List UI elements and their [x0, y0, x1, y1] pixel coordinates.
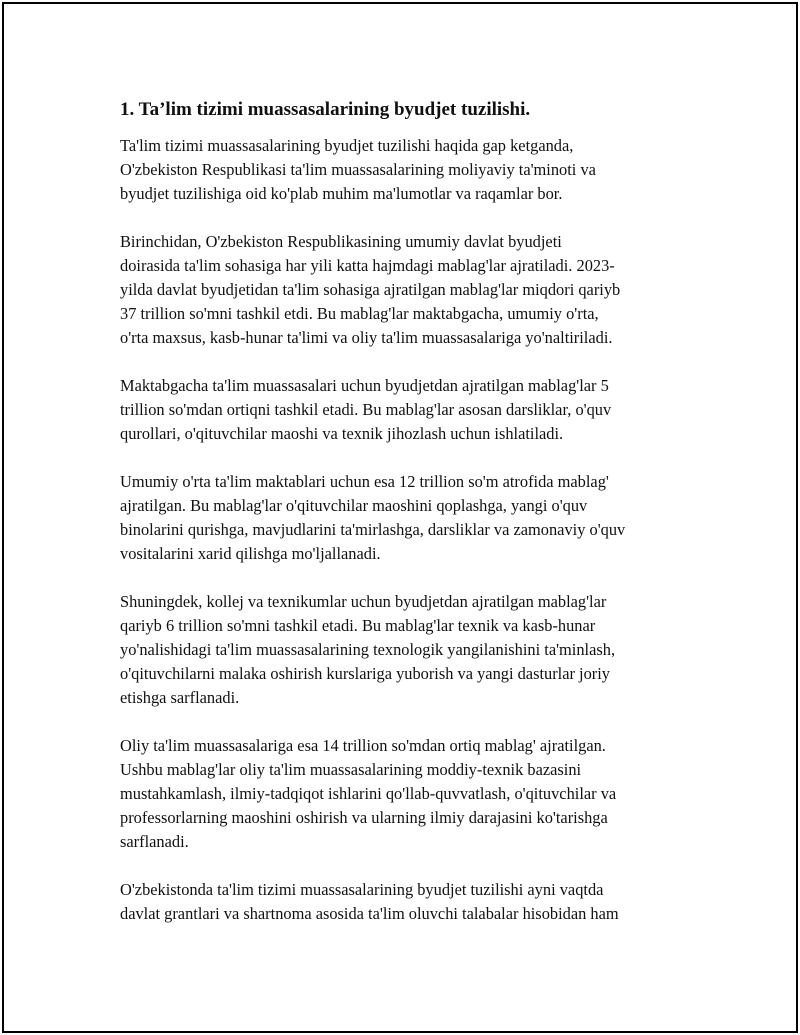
text-line: trillion so'mdan ortiqni tashkil etadi. Bu mablag'lar asosan darsliklar, o'quv — [120, 400, 612, 419]
paragraph-3 — [120, 374, 690, 446]
text-line: Oliy ta'lim muassasalariga esa 14 trillion so'mdan ortiq mablag' ajratilgan. — [120, 736, 606, 755]
paragraph-1 — [120, 134, 690, 206]
text-line: O'zbekiston Respublikasi ta'lim muassasalarining moliyaviy ta'minoti va — [120, 160, 596, 179]
text-line: yilda davlat byudjetidan ta'lim sohasiga ajratilgan mablag'lar miqdori qariyb — [120, 280, 621, 299]
text-line: qariyb 6 trillion so'mni tashkil etadi. Bu mablag'lar texnik va kasb-hunar — [120, 616, 596, 635]
text-line: Ushbu mablag'lar oliy ta'lim muassasalarining moddiy-texnik bazasini — [120, 760, 582, 779]
text-line: 37 trillion so'mni tashkil etdi. Bu mablag'lar maktabgacha, umumiy o'rta, — [120, 304, 599, 323]
text-line: o'qituvchilarni malaka oshirish kurslariga yuborish va yangi dasturlar joriy — [120, 664, 611, 683]
text-line: Maktabgacha ta'lim muassasalari uchun byudjetdan ajratilgan mablag'lar 5 — [120, 376, 609, 395]
paragraph-5 — [120, 590, 690, 710]
text-line: O'zbekistonda ta'lim tizimi muassasalarining byudjet tuzilishi ayni vaqtda — [120, 880, 604, 899]
paragraph-4 — [120, 470, 690, 566]
text-line: mustahkamlash, ilmiy-tadqiqot ishlarini qo'llab-quvvatlash, o'qituvchilar va — [120, 784, 617, 803]
document-page — [2, 2, 798, 1033]
document-content — [120, 98, 690, 950]
text-line: ajratilgan. Bu mablag'lar o'qituvchilar maoshini qoplashga, yangi o'quv — [120, 496, 588, 515]
text-line: Shuningdek, kollej va texnikumlar uchun byudjetdan ajratilgan mablag'lar — [120, 592, 607, 611]
text-line: doirasida ta'lim sohasiga har yili katta hajmdagi mablag'lar ajratiladi. 2023- — [120, 256, 615, 275]
text-line: Umumiy o'rta ta'lim maktablari uchun esa 12 trillion so'm atrofida mablag' — [120, 472, 609, 491]
paragraph-2 — [120, 230, 690, 350]
text-line: binolarini qurishga, mavjudlarini ta'mirlashga, darsliklar va zamonaviy o'quv — [120, 520, 626, 539]
text-line: qurollari, o'qituvchilar maoshi va texnik jihozlash uchun ishlatiladi. — [120, 424, 564, 443]
text-line: professorlarning maoshini oshirish va ularning ilmiy darajasini ko'tarishga — [120, 808, 608, 827]
text-line: o'rta maxsus, kasb-hunar ta'limi va oliy ta'lim muassasalariga yo'naltiriladi. — [120, 328, 613, 347]
text-line: sarflanadi. — [120, 832, 189, 851]
text-line: yo'nalishidagi ta'lim muassasalarining texnologik yangilanishini ta'minlash, — [120, 640, 616, 659]
section-heading: 1. Ta’lim tizimi muassasalarining byudjet tuzilishi. — [120, 99, 531, 120]
text-line: Birinchidan, O'zbekiston Respublikasining umumiy davlat byudjeti — [120, 232, 562, 251]
text-line: vositalarini xarid qilishga mo'ljallanadi. — [120, 544, 381, 563]
text-line: byudjet tuzilishiga oid ko'plab muhim ma'lumotlar va raqamlar bor. — [120, 184, 563, 203]
paragraph-7 — [120, 878, 690, 926]
text-line: etishga sarflanadi. — [120, 688, 240, 707]
text-line: Ta'lim tizimi muassasalarining byudjet tuzilishi haqida gap ketganda, — [120, 136, 574, 155]
text-line: davlat grantlari va shartnoma asosida ta'lim oluvchi talabalar hisobidan ham — [120, 904, 619, 923]
paragraph-6 — [120, 734, 690, 854]
